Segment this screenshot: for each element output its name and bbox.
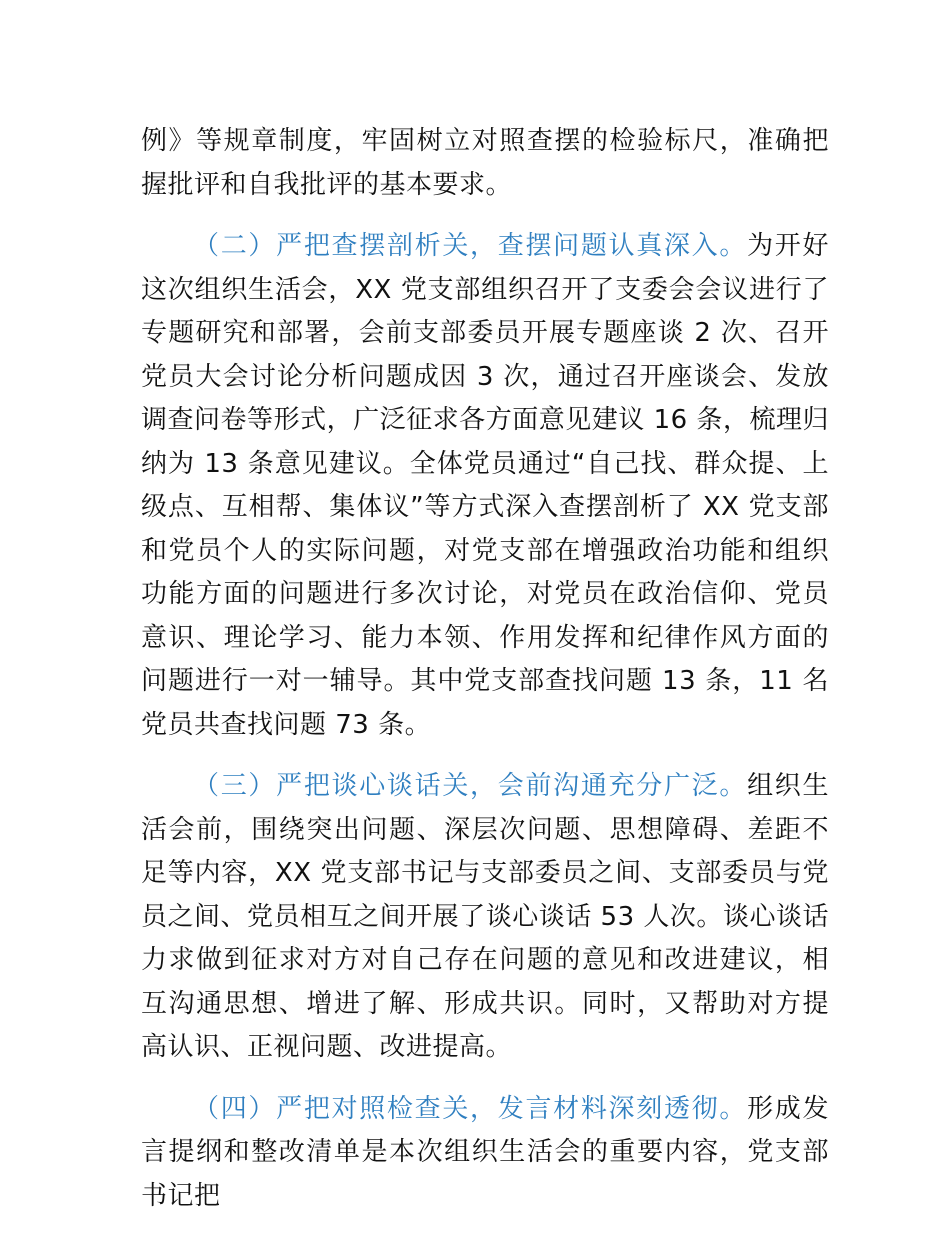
paragraph-text: 为开好这次组织生活会，XX 党支部组织召开了支委会会议进行了专题研究和部署，会前支部委员开展专题座谈 2 次、召开党员大会讨论分析问题成因 3 次，通过召开座谈会、发放调查问卷等形式，广泛征求各方面意见建议 16 条，梳理归纳为 13 条意见建议。全体党员通过“自己找、群众提、上级点、互相帮、集体议”等方式深入查摆剖析了 XX 党支部和党员个人的实际问题，对党支部在增强政治功能和组织功能方面的问题进行多次讨论，对党员在政治信仰、党员意识、理论学习、能力本领、作用发挥和纪律作风方面的问题进行一对一辅导。其中党支部查找问题 13 条，11 名党员共查找问题 73 条。 (141, 231, 829, 740)
paragraph-section-2 (141, 225, 829, 747)
paragraph-text: 形成发言提纲和整改清单是本次组织生活会的重要内容，党支部书记把 (141, 1093, 829, 1211)
paragraph-text: 例》等规章制度，牢固树立对照查摆的检验标尺，准确把握批评和自我批评的基本要求。 (141, 126, 829, 200)
document-body (141, 120, 829, 1236)
paragraph-continuation (141, 120, 829, 207)
section-heading: （四）严把对照检查关，发言材料深刻透彻。 (193, 1093, 748, 1124)
section-heading: （三）严把谈心谈话关，会前沟通充分广泛。 (193, 771, 748, 801)
paragraph-section-3 (141, 765, 829, 1070)
paragraph-section-4 (141, 1088, 829, 1219)
section-heading: （二）严把查摆剖析关，查摆问题认真深入。 (193, 231, 748, 261)
paragraph-text: 组织生活会前，围绕突出问题、深层次问题、思想障碍、差距不足等内容，XX 党支部书记与支部委员之间、支部委员与党员之间、党员相互之间开展了谈心谈话 53 人次。谈心谈话力求做到征求对方对自己存在问题的意见和改进建议，相互沟通思想、增进了解、形成共识。同时，又帮助对方提高认识、正视问题、改进提高。 (141, 771, 829, 1062)
